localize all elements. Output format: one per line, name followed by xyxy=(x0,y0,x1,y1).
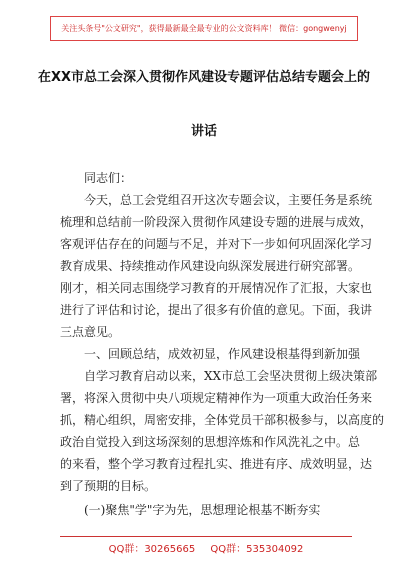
document-title-line-1: 在XX市总工会深入贯彻作风建设专题评估总结专题会上的 xyxy=(37,70,371,85)
paragraph-line: 刚才，相关同志围绕学习教育的开展情况作了汇报，大家也 xyxy=(60,281,373,295)
paragraph-line: 教育成果、持续推动作风建设向纵深发展进行研究部署。 xyxy=(60,259,361,273)
subsection-heading: (一)聚焦"学"字为先，思想理论根基不断夯实 xyxy=(84,503,321,517)
paragraph-line: 三点意见。 xyxy=(60,325,121,339)
promo-banner xyxy=(50,16,358,41)
promo-banner-text: 关注头条号"公文研究"，获得最新最全最专业的公文资料库！ 微信：gongwenyj xyxy=(61,24,347,33)
paragraph-line: 抓，精心组织，周密安排，全体党员干部积极参与，以高度的 xyxy=(60,413,385,427)
page-footer xyxy=(60,536,352,555)
footer-qq-group-2: QQ群：535304092 xyxy=(210,544,304,555)
paragraph-line: 署，将深入贯彻中央八项规定精神作为一项重大政治任务来 xyxy=(60,391,373,405)
footer-qq-group-1: QQ群：30265665 xyxy=(108,544,196,555)
paragraph-line: 梳理和总结前一阶段深入贯彻作风建设专题的进展与成效， xyxy=(60,215,373,229)
paragraph-line: 的来看，整个学习教育过程扎实、推进有序、成效明显，达 xyxy=(60,457,373,471)
document-title-line-2: 讲话 xyxy=(190,124,217,139)
paragraph-line: 自学习教育启动以来，XX市总工会坚决贯彻上级决策部 xyxy=(84,369,378,383)
paragraph-line: 今天，总工会党组召开这次专题会议，主要任务是系统 xyxy=(84,193,373,207)
salutation: 同志们： xyxy=(84,171,133,185)
paragraph-line: 政治自觉投入到这场深刻的思想淬炼和作风洗礼之中。总 xyxy=(60,435,361,449)
section-heading: 一、回顾总结，成效初显，作风建设根基得到新加强 xyxy=(84,347,361,361)
paragraph-line: 到了预期的目标。 xyxy=(60,479,157,493)
paragraph-line: 进行了评估和讨论，提出了很多有价值的意见。下面，我讲 xyxy=(60,303,373,317)
paragraph-line: 客观评估存在的问题与不足，并对下一步如何巩固深化学习 xyxy=(60,237,373,251)
